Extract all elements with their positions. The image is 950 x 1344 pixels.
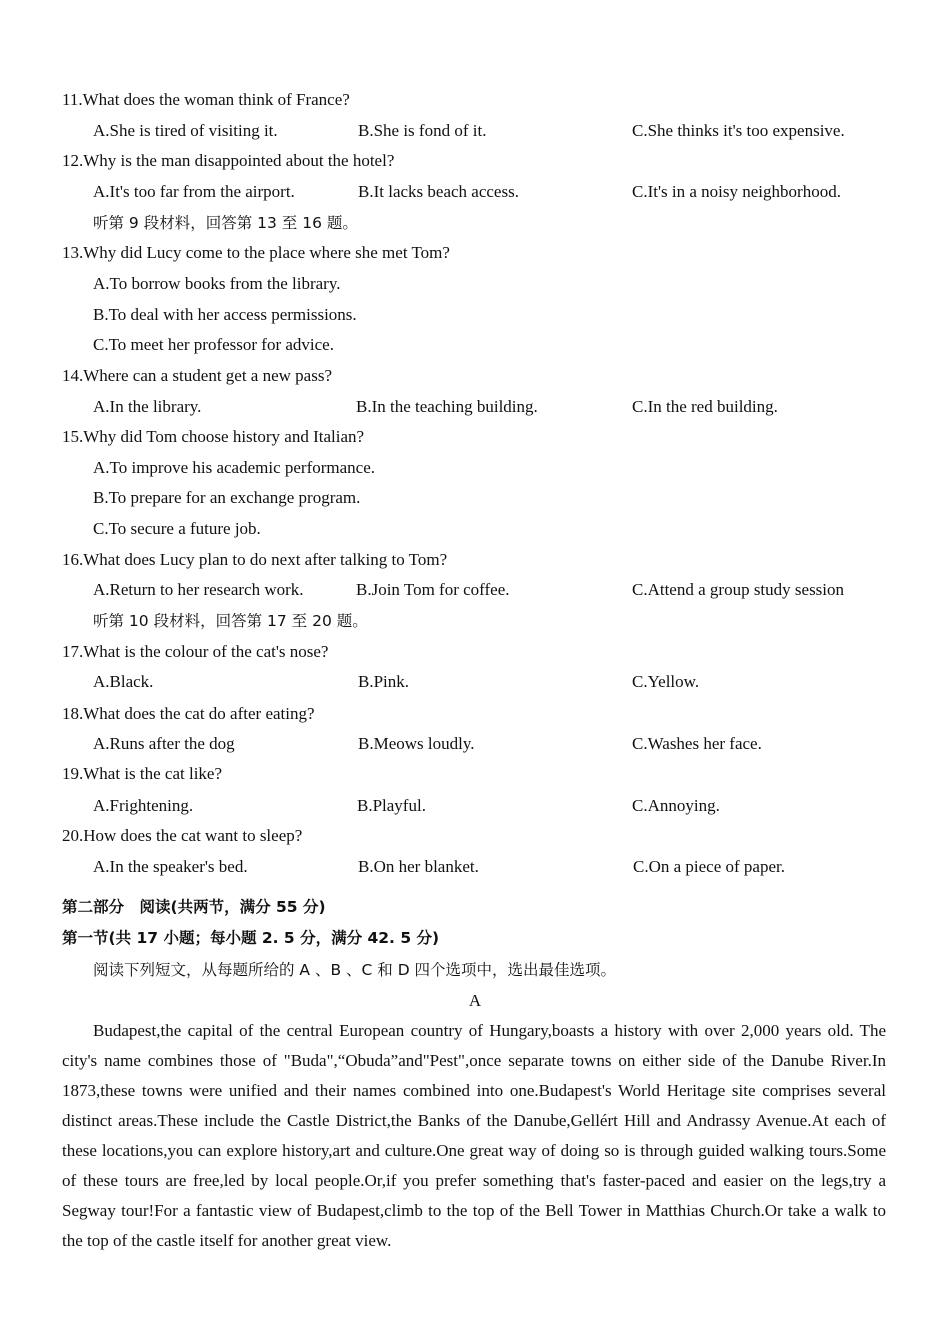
question-12-option-c: C.It's in a noisy neighborhood.	[632, 182, 841, 201]
question-20-option-c: C.On a piece of paper.	[633, 857, 785, 876]
question-14-stem: 14.Where can a student get a new pass?	[62, 366, 332, 385]
question-17-option-c: C.Yellow.	[632, 672, 700, 691]
question-20-option-a: A.In the speaker's bed.	[93, 857, 248, 876]
question-11-option-a: A.She is tired of visiting it.	[93, 121, 278, 140]
question-16-option-b: B.Join Tom for coffee.	[356, 580, 510, 599]
question-13-option-a: A.To borrow books from the library.	[93, 274, 341, 293]
question-19-option-a: A.Frightening.	[93, 796, 194, 815]
question-15-stem: 15.Why did Tom choose history and Italian?	[62, 427, 365, 446]
question-20-option-b: B.On her blanket.	[358, 857, 479, 876]
section1-heading: 第一节(共 17 小题；每小题 2. 5 分，满分 42. 5 分)	[62, 929, 440, 947]
question-18-stem: 18.What does the cat do after eating?	[62, 704, 315, 723]
question-17-option-a: A.Black.	[93, 672, 154, 691]
question-13-option-c: C.To meet her professor for advice.	[93, 335, 334, 354]
question-16-option-c: C.Attend a group study session	[632, 580, 845, 599]
question-18-option-a: A.Runs after the dog	[93, 734, 235, 753]
question-14-option-a: A.In the library.	[93, 397, 202, 416]
question-12-option-b: B.It lacks beach access.	[358, 182, 519, 201]
question-13-stem: 13.Why did Lucy come to the place where she met Tom?	[62, 243, 450, 262]
question-15-option-b: B.To prepare for an exchange program.	[93, 488, 361, 507]
part2-heading: 第二部分 阅读(共两节，满分 55 分)	[62, 898, 326, 916]
question-19-stem: 19.What is the cat like?	[62, 764, 223, 783]
question-11-stem: 11.What does the woman think of France?	[62, 90, 350, 109]
question-18-option-b: B.Meows loudly.	[358, 734, 475, 753]
question-17-option-b: B.Pink.	[358, 672, 410, 691]
question-15-option-a: A.To improve his academic performance.	[93, 458, 376, 477]
question-17-stem: 17.What is the colour of the cat's nose?	[62, 642, 329, 661]
passage-label: A	[468, 991, 482, 1010]
question-15-option-c: C.To secure a future job.	[93, 519, 261, 538]
question-16-option-a: A.Return to her research work.	[93, 580, 304, 599]
question-20-stem: 20.How does the cat want to sleep?	[62, 826, 303, 845]
question-19-option-c: C.Annoying.	[632, 796, 720, 815]
question-14-option-b: B.In the teaching building.	[356, 397, 538, 416]
question-12-stem: 12.Why is the man disappointed about the hotel?	[62, 151, 395, 170]
question-11-option-c: C.She thinks it's too expensive.	[632, 121, 845, 140]
section-10-instruction: 听第 10 段材料，回答第 17 至 20 题。	[93, 612, 368, 630]
question-14-option-c: C.In the red building.	[632, 397, 778, 416]
passage-text: Budapest,the capital of the central European country of Hungary,boasts a history with over 2,000 years old. The city's name combines those of "Buda",“Obuda”and"Pest",once separate towns on either side of the Danube River.In 1873,these towns were unified and their names combined into one.Budapest's World Heritage site comprises several distinct areas.These include the Castle District,the Banks of the Danube,Gellért Hill and Andrassy Avenue.At each of these locations,you can explore history,art and culture.One great way of doing so is through guided walking tours.Some of these tours are free,led by local people.Or,if you prefer something that's faster-paced and easier on the legs,try a Segway tour!For a fantastic view of Budapest,climb to the top of the Bell Tower in Matthias Church.Or take a walk to the top of the castle itself for another great view.	[62, 1021, 886, 1250]
question-16-stem: 16.What does Lucy plan to do next after talking to Tom?	[62, 550, 448, 569]
question-12-option-a: A.It's too far from the airport.	[93, 182, 295, 201]
question-13-option-b: B.To deal with her access permissions.	[93, 305, 357, 324]
section-9-instruction: 听第 9 段材料，回答第 13 至 16 题。	[93, 214, 358, 232]
reading-directions: 阅读下列短文，从每题所给的 A 、B 、C 和 D 四个选项中，选出最佳选项。	[93, 961, 617, 979]
question-18-option-c: C.Washes her face.	[632, 734, 762, 753]
question-11-option-b: B.She is fond of it.	[358, 121, 487, 140]
question-19-option-b: B.Playful.	[357, 796, 426, 815]
